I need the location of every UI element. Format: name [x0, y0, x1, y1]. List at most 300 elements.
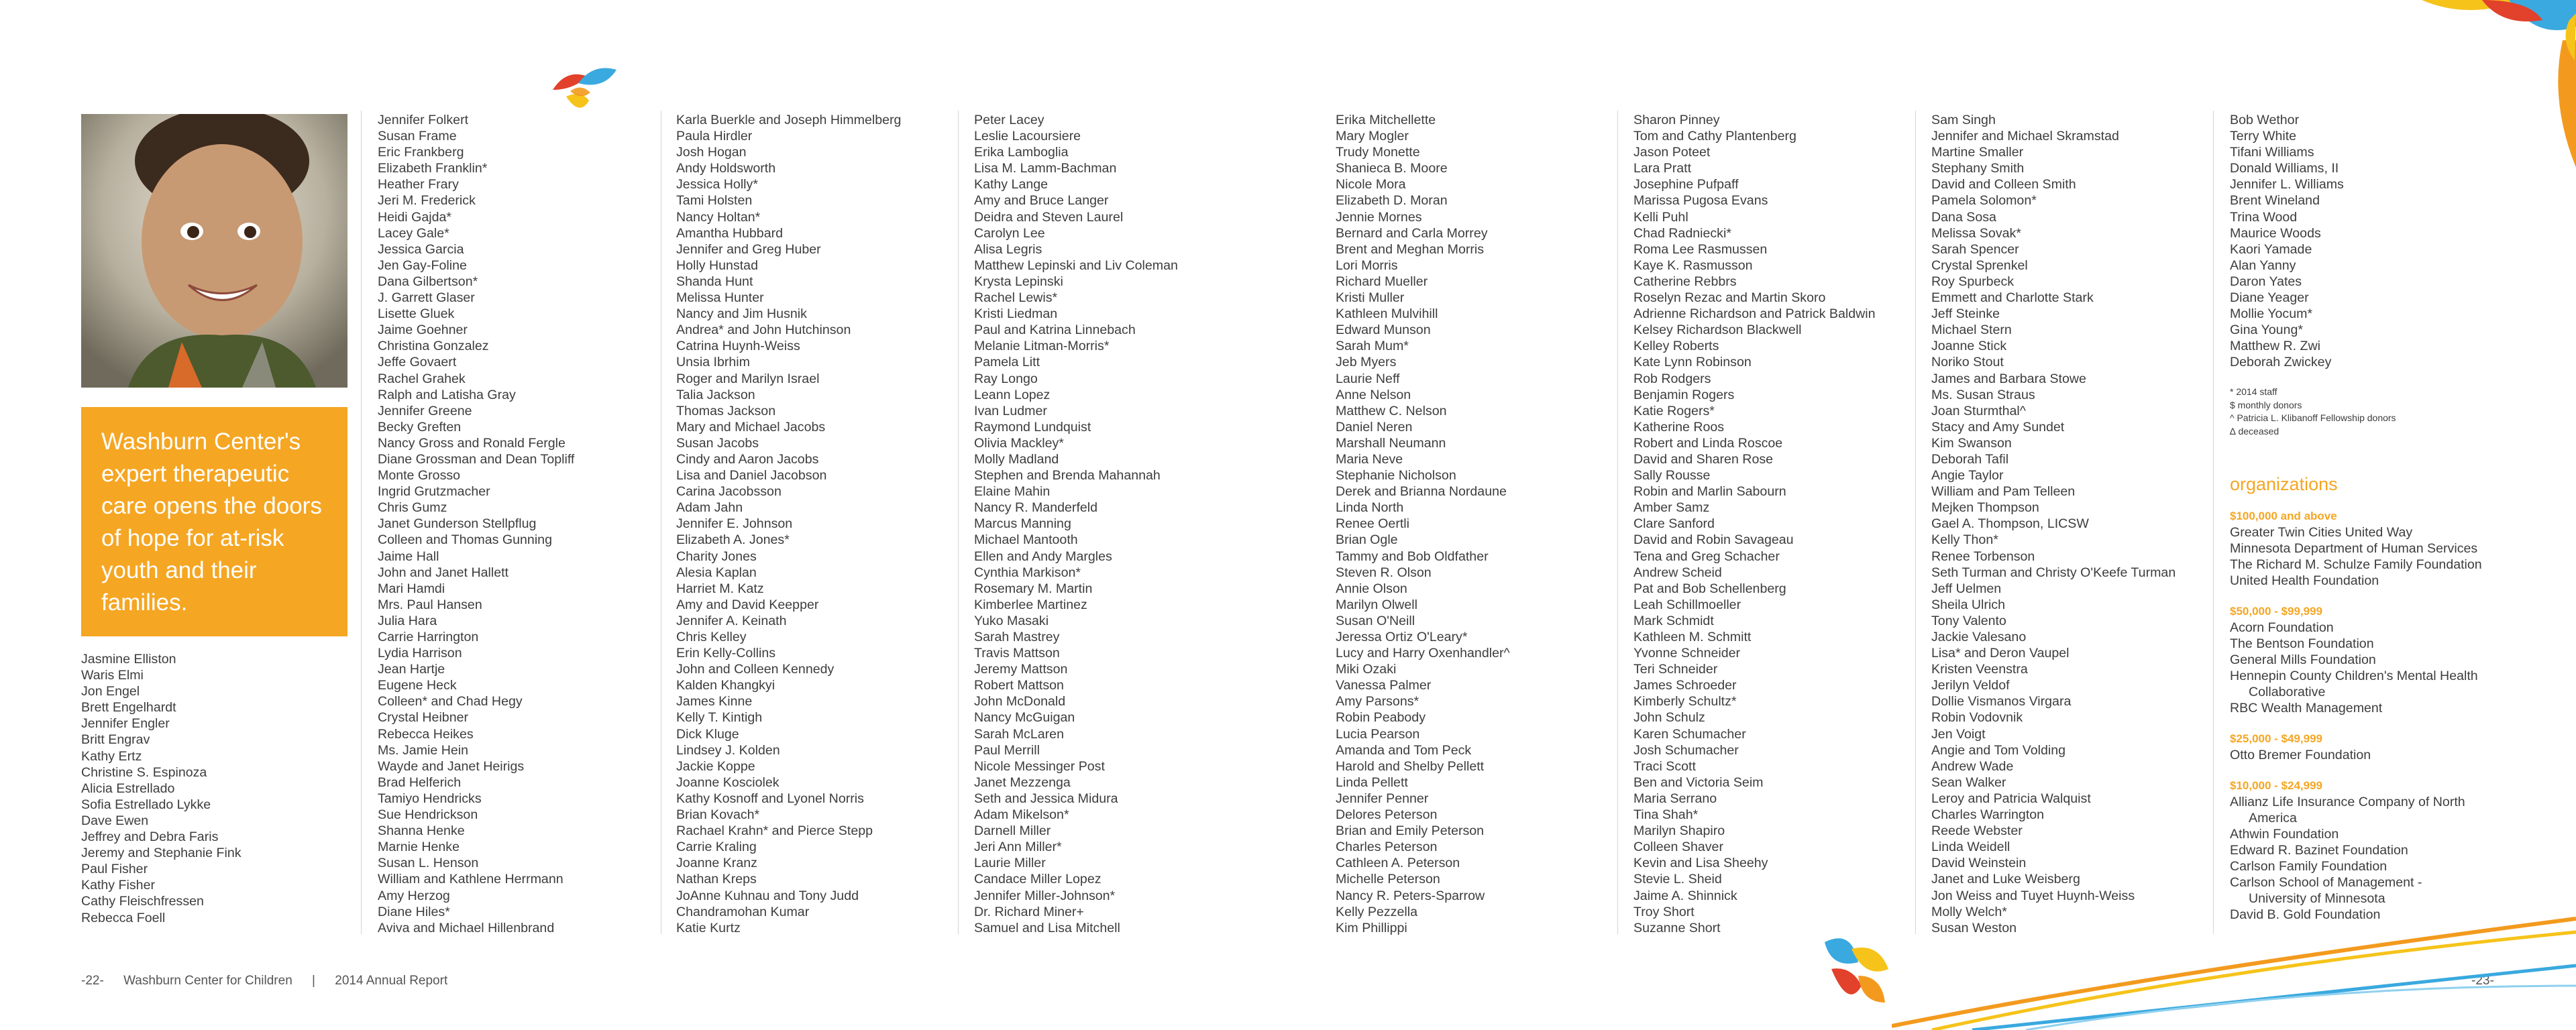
- donor-name: Robin Vodovnik: [1931, 710, 2023, 726]
- donor-name: Jennifer Engler: [81, 716, 170, 732]
- donor-name: Shanna Henke: [378, 823, 465, 839]
- donor-name: Joanne Kranz: [676, 856, 757, 871]
- donor-name: Daron Yates: [2230, 274, 2302, 289]
- donor-name: Anne Nelson: [1336, 387, 1411, 402]
- donor-name: Lisa and Daniel Jacobson: [676, 468, 827, 483]
- donor-name: John Schulz: [1633, 710, 1705, 726]
- donor-name: Tina Shah*: [1633, 807, 1699, 823]
- organization-name: United Health Foundation: [2230, 573, 2379, 588]
- donor-name: Rosemary M. Martin: [974, 581, 1093, 596]
- organization-name: Carlson Family Foundation: [2230, 859, 2387, 874]
- organization-name: Allianz Life Insurance Company of North: [2230, 795, 2465, 809]
- donor-name: Alisa Legris: [974, 241, 1042, 257]
- donor-name: Tifani Williams: [2230, 145, 2314, 160]
- donor-name: Kelly Thon*: [1931, 532, 1998, 548]
- donor-list-left: [81, 651, 241, 926]
- donor-name: Pat and Bob Schellenberg: [1633, 581, 1786, 596]
- donor-name: Reede Webster: [1931, 823, 2023, 839]
- donor-name: Troy Short: [1633, 904, 1695, 919]
- column-divider: [1915, 111, 1916, 934]
- donor-name: Maurice Woods: [2230, 225, 2321, 241]
- donor-name: Wayde and Janet Heirigs: [378, 758, 525, 774]
- donor-name: Jeff Steinke: [1931, 306, 2000, 322]
- petal-corner-top-right: [2402, 0, 2576, 174]
- donor-name: Chandramohan Kumar: [676, 904, 810, 919]
- donor-name: Tony Valento: [1931, 613, 2006, 628]
- donor-name: Mark Schmidt: [1633, 613, 1714, 628]
- donor-name: Molly Madland: [974, 451, 1059, 467]
- donor-name: Raymond Lundquist: [974, 419, 1091, 435]
- donor-name: Lucia Pearson: [1336, 726, 1420, 742]
- organization-name: Greater Twin Cities United Way: [2230, 525, 2413, 540]
- donor-name: Catherine Rebbrs: [1633, 274, 1737, 289]
- donor-name: Yuko Masaki: [974, 613, 1049, 628]
- donor-name: Alicia Estrellado: [81, 781, 175, 796]
- donor-name: Kristi Liedman: [974, 306, 1058, 322]
- donor-name: Laurie Miller: [974, 856, 1046, 871]
- donor-name: Nancy R. Peters-Sparrow: [1336, 888, 1485, 903]
- donor-name: Sarah Mum*: [1336, 339, 1409, 354]
- donor-name: Trina Wood: [2230, 209, 2298, 225]
- donor-name: Lisa M. Lamm-Bachman: [974, 161, 1117, 176]
- donor-name: Joanne Stick: [1931, 339, 2007, 354]
- donor-name: Leslie Lacoursiere: [974, 129, 1081, 144]
- donor-name: Kristen Veenstra: [1931, 662, 2028, 677]
- donor-name: Julia Hara: [378, 613, 437, 628]
- donor-name: Diane Yeager: [2230, 290, 2309, 306]
- donor-name: Jaime Goehner: [378, 323, 468, 338]
- donor-name: Jason Poteet: [1633, 145, 1711, 160]
- donor-name: Roma Lee Rasmussen: [1633, 241, 1768, 257]
- donor-name: Michael Mantooth: [974, 532, 1078, 548]
- donor-name: Lisa* and Deron Vaupel: [1931, 646, 2070, 661]
- donor-name: Robin Peabody: [1336, 710, 1426, 726]
- donor-name: Jennifer Miller-Johnson*: [974, 888, 1116, 903]
- donor-name: Marilyn Olwell: [1336, 597, 1417, 612]
- donor-name: Jeri M. Frederick: [378, 193, 476, 209]
- donor-name: Eric Frankberg: [378, 145, 464, 160]
- donor-name: Amy Herzog: [378, 888, 450, 903]
- donor-name: Kathleen Mulvihill: [1336, 306, 1438, 322]
- donor-name: Jon Weiss and Tuyet Huynh-Weiss: [1931, 888, 2135, 903]
- donor-name: Linda North: [1336, 500, 1404, 516]
- donor-name: Darnell Miller: [974, 823, 1051, 839]
- donor-name: Erin Kelly-Collins: [676, 646, 776, 661]
- donor-name: Robin and Marlin Sabourn: [1633, 484, 1786, 500]
- donor-name: Rebecca Foell: [81, 910, 166, 925]
- donor-name: Susan Jacobs: [676, 435, 759, 451]
- donor-name: Charles Peterson: [1336, 840, 1438, 855]
- organization-name: General Mills Foundation: [2230, 652, 2376, 667]
- donor-name: Kimberly Schultz*: [1633, 694, 1737, 709]
- donor-name: Sam Singh: [1931, 113, 1996, 127]
- donor-name: Heidi Gajda*: [378, 209, 452, 225]
- donor-name: Angie and Tom Volding: [1931, 742, 2066, 758]
- donor-name: Jessica Garcia: [378, 241, 464, 257]
- donor-name: Jennie Mornes: [1336, 209, 1422, 225]
- page-number-right: -23-: [2471, 974, 2494, 988]
- donor-name: Sarah McLaren: [974, 726, 1064, 742]
- donor-name: Harold and Shelby Pellett: [1336, 758, 1485, 774]
- donor-name: Brad Helferich: [378, 775, 462, 790]
- donor-name: Crystal Sprenkel: [1931, 258, 2028, 273]
- donor-name: Gael A. Thompson, LICSW: [1931, 516, 2089, 532]
- donor-name: Angie Taylor: [1931, 468, 2004, 483]
- donor-name: Kathy Fisher: [81, 878, 155, 893]
- donor-name: Terry White: [2230, 129, 2297, 144]
- donor-name: David and Colleen Smith: [1931, 177, 2076, 192]
- donor-name: Peter Lacey: [974, 113, 1044, 127]
- donor-name: Marcus Manning: [974, 516, 1071, 532]
- donor-name: Delores Peterson: [1336, 807, 1438, 823]
- organization-name: University of Minnesota: [2249, 891, 2385, 906]
- donor-name: Daniel Neren: [1336, 419, 1413, 435]
- donor-name: Unsia Ibrhim: [676, 355, 750, 370]
- donor-name: Molly Welch*: [1931, 904, 2007, 919]
- donor-name: Sofia Estrellado Lykke: [81, 797, 211, 812]
- donor-name: Melanie Litman-Morris*: [974, 339, 1110, 354]
- donor-name: Cathy Fleischfressen: [81, 894, 204, 909]
- donor-name: Mary Mogler: [1336, 129, 1409, 144]
- donor-column-5: [1633, 112, 1876, 936]
- donor-name: Kevin and Lisa Sheehy: [1633, 856, 1768, 871]
- donor-name: Katie Kurtz: [676, 920, 741, 935]
- donor-name: Marshall Neumann: [1336, 435, 1446, 451]
- donor-name: Cindy and Aaron Jacobs: [676, 451, 819, 467]
- donor-name: Kimberlee Martinez: [974, 597, 1087, 612]
- donor-name: Alesia Kaplan: [676, 565, 757, 580]
- donor-name: Samuel and Lisa Mitchell: [974, 920, 1120, 935]
- donor-name: Dr. Richard Miner+: [974, 904, 1084, 919]
- donor-name: Nancy McGuigan: [974, 710, 1075, 726]
- donor-name: Kelsey Richardson Blackwell: [1633, 323, 1802, 338]
- donor-name: Matthew Lepinski and Liv Coleman: [974, 258, 1178, 273]
- donor-name: Andrew Scheid: [1633, 565, 1722, 580]
- footer-separator: |: [312, 974, 315, 988]
- donor-name: Dollie Vismanos Virgara: [1931, 694, 2072, 709]
- donor-name: Donald Williams, II: [2230, 161, 2339, 176]
- donor-name: Brian Ogle: [1336, 532, 1398, 548]
- donor-name: Rachael Krahn* and Pierce Stepp: [676, 823, 873, 839]
- donor-name: Rob Rodgers: [1633, 371, 1711, 386]
- donor-name: Sheila Ulrich: [1931, 597, 2005, 612]
- petal-logo-top: [546, 63, 620, 123]
- donor-name: Leah Schillmoeller: [1633, 597, 1741, 612]
- donor-name: Ben and Victoria Seim: [1633, 775, 1764, 790]
- decorative-swoosh: [1892, 892, 2576, 1030]
- donor-name: Jeb Myers: [1336, 355, 1397, 370]
- donor-column-3: [974, 112, 1178, 936]
- donor-name: David Weinstein: [1931, 856, 2027, 871]
- donor-name: Cathleen A. Peterson: [1336, 856, 1460, 871]
- donor-name: Linda Weidell: [1931, 840, 2010, 855]
- donor-name: Nancy Holtan*: [676, 209, 761, 225]
- donor-name: Jean Hartje: [378, 662, 445, 677]
- donor-name: Brian and Emily Peterson: [1336, 823, 1485, 839]
- donor-name: Thomas Jackson: [676, 403, 776, 418]
- donor-name: Jen Gay-Foline: [378, 258, 467, 273]
- donor-name: Paula Hirdler: [676, 129, 753, 144]
- donor-name: Renee Torbenson: [1931, 549, 2035, 564]
- donor-name: Melissa Hunter: [676, 290, 764, 306]
- donor-name: Kaye K. Rasmusson: [1633, 258, 1753, 273]
- donor-name: Roger and Marilyn Israel: [676, 371, 820, 386]
- donor-name: Chris Kelley: [676, 630, 747, 644]
- organization-giving-level: [2230, 604, 2482, 716]
- donor-name: Joan Sturmthal^: [1931, 403, 2026, 418]
- organization-name: The Richard M. Schulze Family Foundation: [2230, 557, 2482, 572]
- donor-name: Jeri Ann Miller*: [974, 840, 1062, 855]
- donor-name: Elizabeth D. Moran: [1336, 193, 1448, 209]
- donor-name: Amy Parsons*: [1336, 694, 1419, 709]
- donor-name: Monte Grosso: [378, 468, 461, 483]
- donor-name: James Kinne: [676, 694, 753, 709]
- donor-name: Kim Phillippi: [1336, 920, 1407, 935]
- donor-name: Josh Schumacher: [1633, 742, 1739, 758]
- organization-name: Hennepin County Children's Mental Health: [2230, 669, 2478, 683]
- donor-name: Gina Young*: [2230, 323, 2303, 338]
- donor-name: Jeremy Mattson: [974, 662, 1068, 677]
- donor-name: Mari Hamdi: [378, 581, 445, 596]
- legend-item: ∆ deceased: [2230, 425, 2279, 437]
- donor-name: Roy Spurbeck: [1931, 274, 2015, 289]
- donor-name: Bob Wethor: [2230, 113, 2300, 127]
- donor-name: Andy Holdsworth: [676, 161, 776, 176]
- donor-name: Jerilyn Veldof: [1931, 678, 2010, 693]
- giving-level-heading: $25,000 - $49,999: [2230, 732, 2323, 745]
- donor-column-4: [1336, 112, 1510, 936]
- donor-name: Jennifer and Greg Huber: [676, 241, 821, 257]
- donor-name: James and Barbara Stowe: [1931, 371, 2086, 386]
- donor-name: Tena and Greg Schacher: [1633, 549, 1780, 564]
- donor-name: Stephanie Nicholson: [1336, 468, 1456, 483]
- donor-name: Andrew Wade: [1931, 758, 2014, 774]
- child-portrait-photo: [81, 114, 347, 388]
- donor-name: Andrea* and John Hutchinson: [676, 323, 851, 338]
- donor-name: Pamela Solomon*: [1931, 193, 2037, 209]
- donor-name: Erika Lamboglia: [974, 145, 1069, 160]
- donor-name: Sarah Mastrey: [974, 630, 1060, 644]
- donor-name: Susan L. Henson: [378, 856, 479, 871]
- donor-name: William and Pam Telleen: [1931, 484, 2076, 500]
- donor-name: Jeressa Ortiz O'Leary*: [1336, 630, 1468, 644]
- organization-name: Collaborative: [2249, 685, 2326, 699]
- donor-name: Dick Kluge: [676, 726, 739, 742]
- donor-name: Maria Serrano: [1633, 791, 1717, 806]
- donor-name: Jeremy and Stephanie Fink: [81, 846, 241, 861]
- donor-name: Carolyn Lee: [974, 225, 1045, 241]
- donor-name: Amber Samz: [1633, 500, 1710, 516]
- petal-logo-bottom: [1811, 929, 1905, 1023]
- donor-name: Kalden Khangkyi: [676, 678, 775, 693]
- donor-name: Amantha Hubbard: [676, 225, 784, 241]
- donor-name: Eugene Heck: [378, 678, 457, 693]
- donor-name: Nicole Mora: [1336, 177, 1406, 192]
- organizations-section: [2230, 471, 2482, 937]
- donor-name: Susan Weston: [1931, 920, 2017, 935]
- donor-name: Aviva and Michael Hillenbrand: [378, 920, 555, 935]
- donor-name: Mejken Thompson: [1931, 500, 2039, 516]
- donor-name: Kathy Lange: [974, 177, 1049, 192]
- donor-name: Miki Ozaki: [1336, 662, 1397, 677]
- donor-name: Elaine Mahin: [974, 484, 1051, 500]
- donor-name: Lucy and Harry Oxenhandler^: [1336, 646, 1510, 661]
- donor-name: Kelly T. Kintigh: [676, 710, 763, 726]
- donor-name: Colleen* and Chad Hegy: [378, 694, 523, 709]
- donor-name: Jon Engel: [81, 684, 140, 699]
- donor-name: Trudy Monette: [1336, 145, 1420, 160]
- organizations-heading: organizations: [2230, 474, 2338, 494]
- mission-quote-box: [81, 407, 347, 636]
- donor-name: Olivia Mackley*: [974, 435, 1064, 451]
- donor-name: Leroy and Patricia Walquist: [1931, 791, 2091, 806]
- donor-name: Vanessa Palmer: [1336, 678, 1432, 693]
- donor-name: Josephine Pufpaff: [1633, 177, 1739, 192]
- donor-name: Brett Engelhardt: [81, 700, 176, 716]
- donor-name: Shanieca B. Moore: [1336, 161, 1448, 176]
- child-portrait-illustration: [81, 114, 347, 388]
- donor-name: Seth and Jessica Midura: [974, 791, 1118, 806]
- donor-name: Steven R. Olson: [1336, 565, 1432, 580]
- donor-name: Alan Yanny: [2230, 258, 2296, 273]
- donor-name: Stephany Smith: [1931, 161, 2025, 176]
- donor-name: Dana Sosa: [1931, 209, 1996, 225]
- donor-name: Jasmine Elliston: [81, 652, 176, 667]
- donor-name: Sarah Spencer: [1931, 241, 2019, 257]
- donor-name: Richard Mueller: [1336, 274, 1428, 289]
- donor-name: Britt Engrav: [81, 732, 150, 748]
- donor-name: Nicole Messinger Post: [974, 758, 1105, 774]
- donor-name: John and Colleen Kennedy: [676, 662, 835, 677]
- donor-name: Jennifer A. Keinath: [676, 613, 787, 628]
- donor-name: Kelly Pezzella: [1336, 904, 1417, 919]
- donor-name: Christine S. Espinoza: [81, 764, 207, 780]
- donor-name: Charity Jones: [676, 549, 757, 564]
- donor-name: Kristi Muller: [1336, 290, 1405, 306]
- donor-name: Katie Rogers*: [1633, 403, 1715, 418]
- giving-level-heading: $10,000 - $24,999: [2230, 779, 2323, 792]
- donor-name: Ralph and Latisha Gray: [378, 387, 516, 402]
- donor-name: Stevie L. Sheid: [1633, 872, 1722, 887]
- donor-name: Renee Oertli: [1336, 516, 1409, 532]
- column-divider: [2213, 111, 2214, 934]
- donor-name: Colleen and Thomas Gunning: [378, 532, 552, 548]
- donor-name: Leann Lopez: [974, 387, 1051, 402]
- donor-name: Traci Scott: [1633, 758, 1696, 774]
- donor-name: Rebecca Heikes: [378, 726, 474, 742]
- donor-name: Seth Turman and Christy O'Keefe Turman: [1931, 565, 2176, 580]
- donor-name: Jennifer Folkert: [378, 113, 469, 127]
- donor-name: Jeffe Govaert: [378, 355, 457, 370]
- donor-name: Shanda Hunt: [676, 274, 753, 289]
- donor-name: Carrie Kraling: [676, 840, 757, 855]
- donor-name: Derek and Brianna Nordaune: [1336, 484, 1507, 500]
- donor-column-7: [2230, 112, 2344, 371]
- donor-name: David and Robin Savageau: [1633, 532, 1794, 548]
- donor-name: Matthew R. Zwi: [2230, 339, 2321, 354]
- donor-name: Emmett and Charlotte Stark: [1931, 290, 2094, 306]
- donor-name: Sean Walker: [1931, 775, 2006, 790]
- donor-name: Adrienne Richardson and Patrick Baldwin: [1633, 306, 1876, 322]
- donor-name: Janet Gunderson Stellpflug: [378, 516, 537, 532]
- donor-name: Crystal Heibner: [378, 710, 469, 726]
- donor-name: Tammy and Bob Oldfather: [1336, 549, 1489, 564]
- organization-name: RBC Wealth Management: [2230, 701, 2383, 716]
- donor-name: Martine Smaller: [1931, 145, 2024, 160]
- donor-name: Dave Ewen: [81, 813, 149, 828]
- footer-report-title: 2014 Annual Report: [335, 974, 448, 988]
- organization-giving-level: [2230, 731, 2482, 763]
- donor-name: Bernard and Carla Morrey: [1336, 225, 1488, 241]
- legend-item: $ monthly donors: [2230, 399, 2302, 410]
- donor-name: Carrie Harrington: [378, 630, 479, 644]
- donor-name: Rachel Grahek: [378, 371, 466, 386]
- organization-name: Carlson School of Management -: [2230, 875, 2422, 890]
- donor-name: Nancy R. Manderfeld: [974, 500, 1098, 516]
- donor-column-1: [378, 112, 574, 936]
- donor-name: Ms. Jamie Hein: [378, 742, 469, 758]
- donor-name: Susan O'Neill: [1336, 613, 1415, 628]
- donor-name: Heather Frary: [378, 177, 459, 192]
- donor-name: Ellen and Andy Margles: [974, 549, 1112, 564]
- donor-name: Adam Mikelson*: [974, 807, 1069, 823]
- donor-name: Stacy and Amy Sundet: [1931, 419, 2065, 435]
- organization-name: Minnesota Department of Human Services: [2230, 541, 2478, 556]
- donor-name: Jennifer E. Johnson: [676, 516, 793, 532]
- donor-name: Jeff Uelmen: [1931, 581, 2002, 596]
- donor-name: Deborah Tafil: [1931, 451, 2009, 467]
- page-number-left: -22-: [81, 974, 104, 988]
- donor-name: Carina Jacobsson: [676, 484, 782, 500]
- mission-quote-text: Washburn Center's expert therapeutic care opens the doors of hope for at-risk youth and their families.: [101, 428, 322, 616]
- donor-name: Jaime A. Shinnick: [1633, 888, 1737, 903]
- donor-name: Edward Munson: [1336, 323, 1431, 338]
- donor-name: Lindsey J. Kolden: [676, 742, 780, 758]
- donor-name: Ivan Ludmer: [974, 403, 1047, 418]
- donor-name: Lara Pratt: [1633, 161, 1692, 176]
- donor-name: Paul and Katrina Linnebach: [974, 323, 1136, 338]
- donor-name: Travis Mattson: [974, 646, 1060, 661]
- donor-name: Noriko Stout: [1931, 355, 2004, 370]
- donor-name: Karen Schumacher: [1633, 726, 1746, 742]
- organization-name: Athwin Foundation: [2230, 827, 2339, 842]
- donor-name: Linda Pellett: [1336, 775, 1408, 790]
- donor-name: Diane Hiles*: [378, 904, 450, 919]
- donor-name: Chris Gumz: [378, 500, 447, 516]
- donor-name: Stephen and Brenda Mahannah: [974, 468, 1161, 483]
- donor-name: Diane Grossman and Dean Topliff: [378, 451, 575, 467]
- symbol-legend: [2230, 386, 2396, 438]
- donor-name: Ingrid Grutzmacher: [378, 484, 490, 500]
- donor-name: Jennifer Greene: [378, 403, 472, 418]
- donor-name: Sharon Pinney: [1633, 113, 1720, 127]
- donor-name: Teri Schneider: [1633, 662, 1718, 677]
- donor-name: Marissa Pugosa Evans: [1633, 193, 1768, 209]
- donor-name: Kathleen M. Schmitt: [1633, 630, 1752, 644]
- donor-name: Michelle Peterson: [1336, 872, 1440, 887]
- donor-name: Harriet M. Katz: [676, 581, 764, 596]
- donor-column-6: [1931, 112, 2176, 936]
- donor-name: Kim Swanson: [1931, 435, 2012, 451]
- donor-name: Jennifer and Michael Skramstad: [1931, 129, 2119, 144]
- donor-name: Jeffrey and Debra Faris: [81, 829, 219, 845]
- donor-name: Robert Mattson: [974, 678, 1064, 693]
- donor-name: Jackie Valesano: [1931, 630, 2027, 644]
- donor-name: Tamiyo Hendricks: [378, 791, 482, 806]
- footer-org-name: Washburn Center for Children: [123, 974, 292, 988]
- donor-name: Nathan Kreps: [676, 872, 757, 887]
- donor-name: Lisette Gluek: [378, 306, 455, 322]
